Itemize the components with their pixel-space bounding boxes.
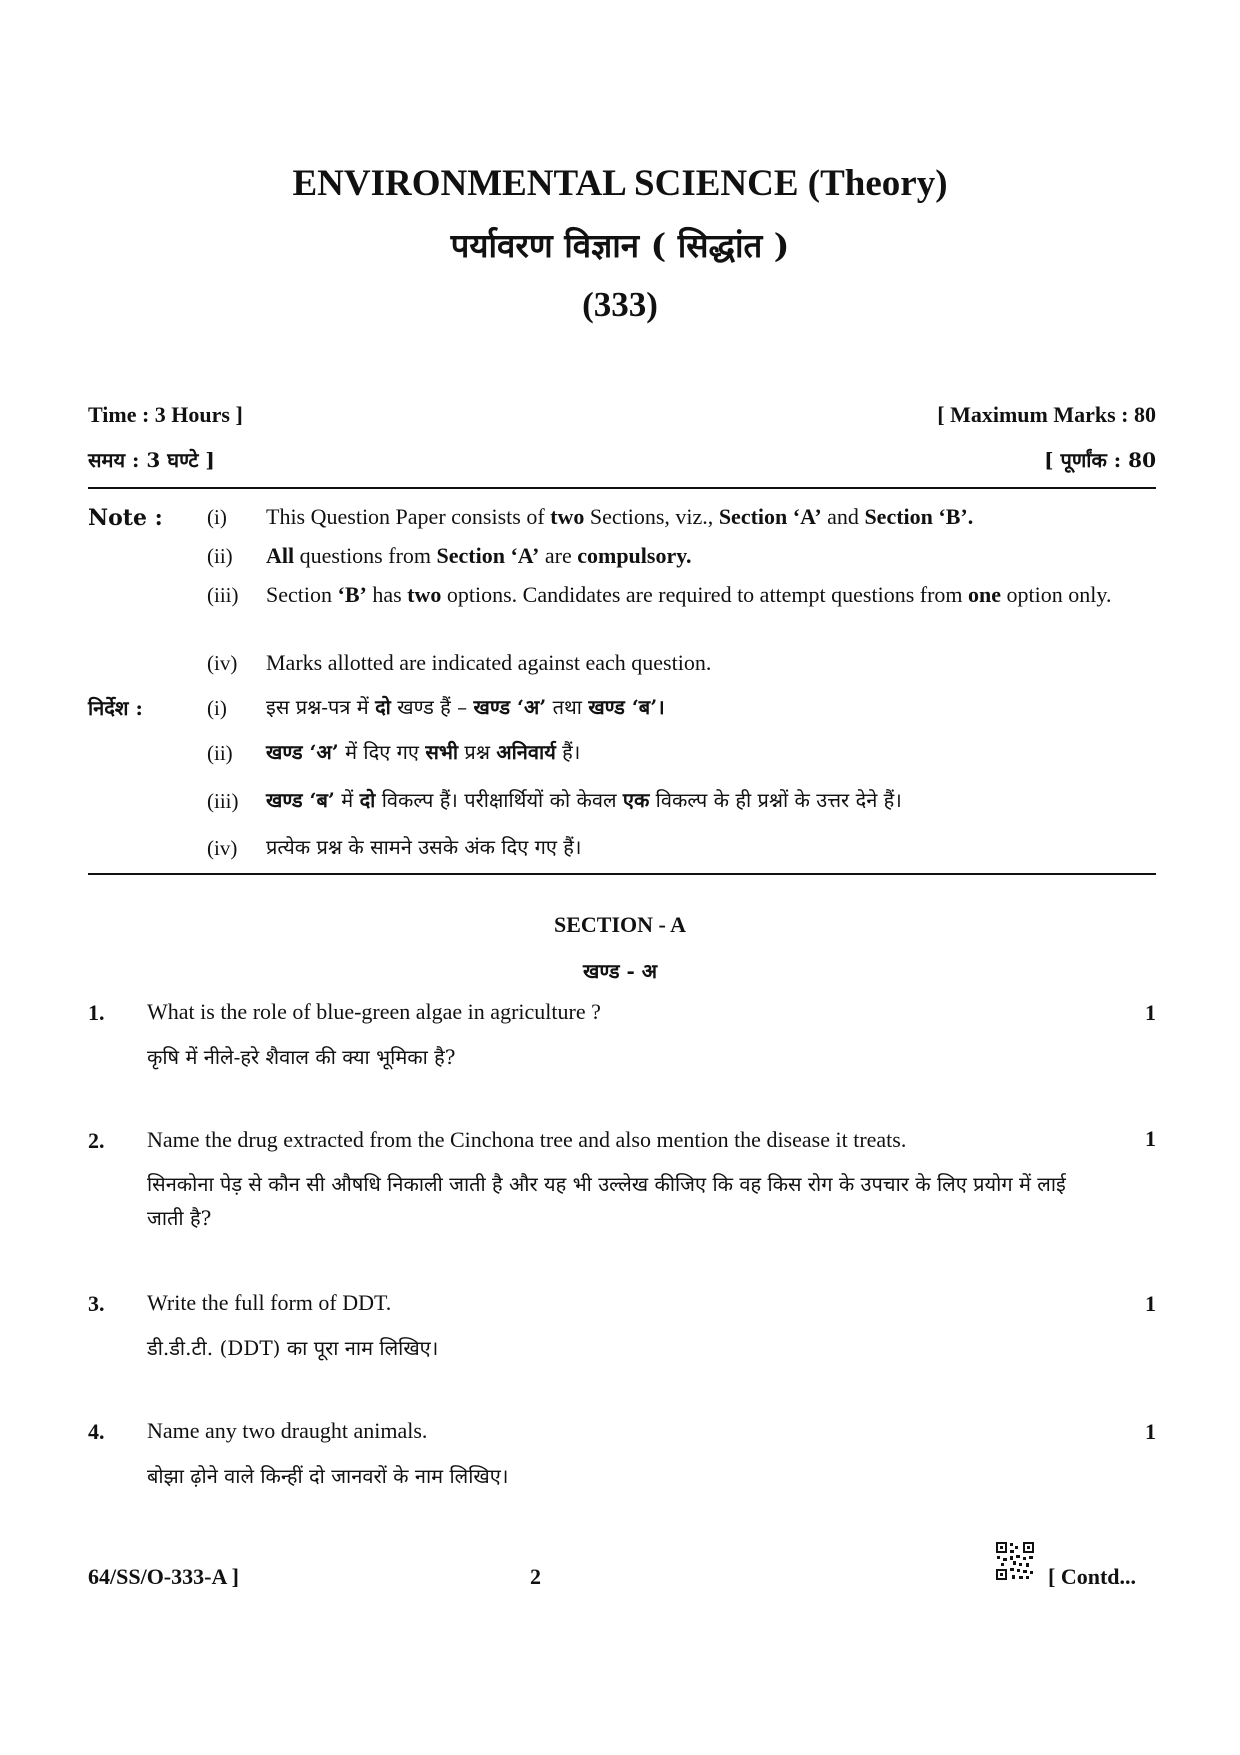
paper-title-hindi: पर्यावरण विज्ञान ( सिद्धांत ) xyxy=(450,226,790,265)
note-hi-4-num: (iv) xyxy=(207,836,238,860)
note-label: Note : xyxy=(88,505,163,531)
note-hi-1-num: (i) xyxy=(207,696,227,720)
note-en-3: Section ‘B’ has two options. Candidates are required to attempt questions from one option only. xyxy=(266,582,1112,607)
paper-code: (333) xyxy=(582,285,658,324)
question-1-marks: 1 xyxy=(1145,1000,1156,1025)
continued-label: [ Contd... xyxy=(1048,1564,1137,1589)
note-hi-4: प्रत्येक प्रश्न के सामने उसके अंक दिए गए हैं। xyxy=(266,835,582,859)
max-marks-hindi: [ पूर्णांक : 80 xyxy=(1044,448,1156,472)
footer-paper-code: 64/SS/O-333-A ] xyxy=(88,1564,239,1589)
note-hi-2: खण्ड ‘अ’ में दिए गए सभी प्रश्न अनिवार्य हैं। xyxy=(266,740,581,764)
notes-divider xyxy=(88,873,1156,875)
question-3-hindi: डी.डी.टी. (DDT) का पूरा नाम लिखिए। xyxy=(147,1336,439,1360)
section-title-hindi: खण्ड - अ xyxy=(582,959,658,983)
note-hi-3-num: (iii) xyxy=(207,789,239,813)
question-2-english: Name the drug extracted from the Cinchona tree and also mention the disease it treats. xyxy=(147,1127,907,1152)
note-hi-2-num: (ii) xyxy=(207,741,233,765)
question-4-marks: 1 xyxy=(1145,1419,1156,1444)
note-hi-3: खण्ड ‘ब’ में दो विकल्प हैं। परीक्षार्थियों को केवल एक विकल्प के ही प्रश्नों के उत्तर देने हैं। xyxy=(266,788,902,812)
question-3-marks: 1 xyxy=(1145,1291,1156,1316)
qr-code-icon xyxy=(995,1541,1035,1581)
note-en-2-num: (ii) xyxy=(207,544,233,568)
question-4-english: Name any two draught animals. xyxy=(147,1418,428,1443)
question-4-hindi: बोझा ढ़ोने वाले किन्हीं दो जानवरों के नाम लिखिए। xyxy=(147,1464,509,1488)
max-marks-english: [ Maximum Marks : 80 xyxy=(937,402,1156,427)
note-hi-1: इस प्रश्न-पत्र में दो खण्ड हैं – खण्ड ‘अ’ तथा खण्ड ‘ब’। xyxy=(266,695,665,719)
question-number: 4. xyxy=(88,1419,105,1444)
question-1-english: What is the role of blue-green algae in agriculture ? xyxy=(147,999,601,1024)
note-en-2: All questions from Section ‘A’ are compulsory. xyxy=(266,543,692,568)
question-3-english: Write the full form of DDT. xyxy=(147,1290,392,1315)
page-number: 2 xyxy=(530,1564,541,1589)
question-2-marks: 1 xyxy=(1145,1126,1156,1151)
top-divider xyxy=(88,487,1156,489)
time-hindi: समय : 3 घण्टे ] xyxy=(88,448,215,472)
question-number: 3. xyxy=(88,1291,105,1316)
note-en-4: Marks allotted are indicated against each question. xyxy=(266,650,712,675)
question-1-hindi: कृषि में नीले-हरे शैवाल की क्या भूमिका है? xyxy=(147,1045,456,1069)
note-en-3-num: (iii) xyxy=(207,583,239,607)
note-label-hindi: निर्देश : xyxy=(88,696,143,720)
question-2-hindi: सिनकोना पेड़ से कौन सी औषधि निकाली जाती है और यह भी उल्लेख कीजिए कि वह किस रोग के उपचार के लिए प्रयोग में लाई जाती है? xyxy=(147,1172,1066,1230)
paper-title-english: ENVIRONMENTAL SCIENCE (Theory) xyxy=(292,163,948,204)
note-en-4-num: (iv) xyxy=(207,651,238,675)
question-number: 1. xyxy=(88,1000,105,1025)
note-en-1: This Question Paper consists of two Sections, viz., Section ‘A’ and Section ‘B’. xyxy=(266,504,974,529)
time-english: Time : 3 Hours ] xyxy=(88,402,243,427)
question-number: 2. xyxy=(88,1128,105,1153)
note-en-1-num: (i) xyxy=(207,505,227,529)
section-title-english: SECTION - A xyxy=(553,912,687,937)
